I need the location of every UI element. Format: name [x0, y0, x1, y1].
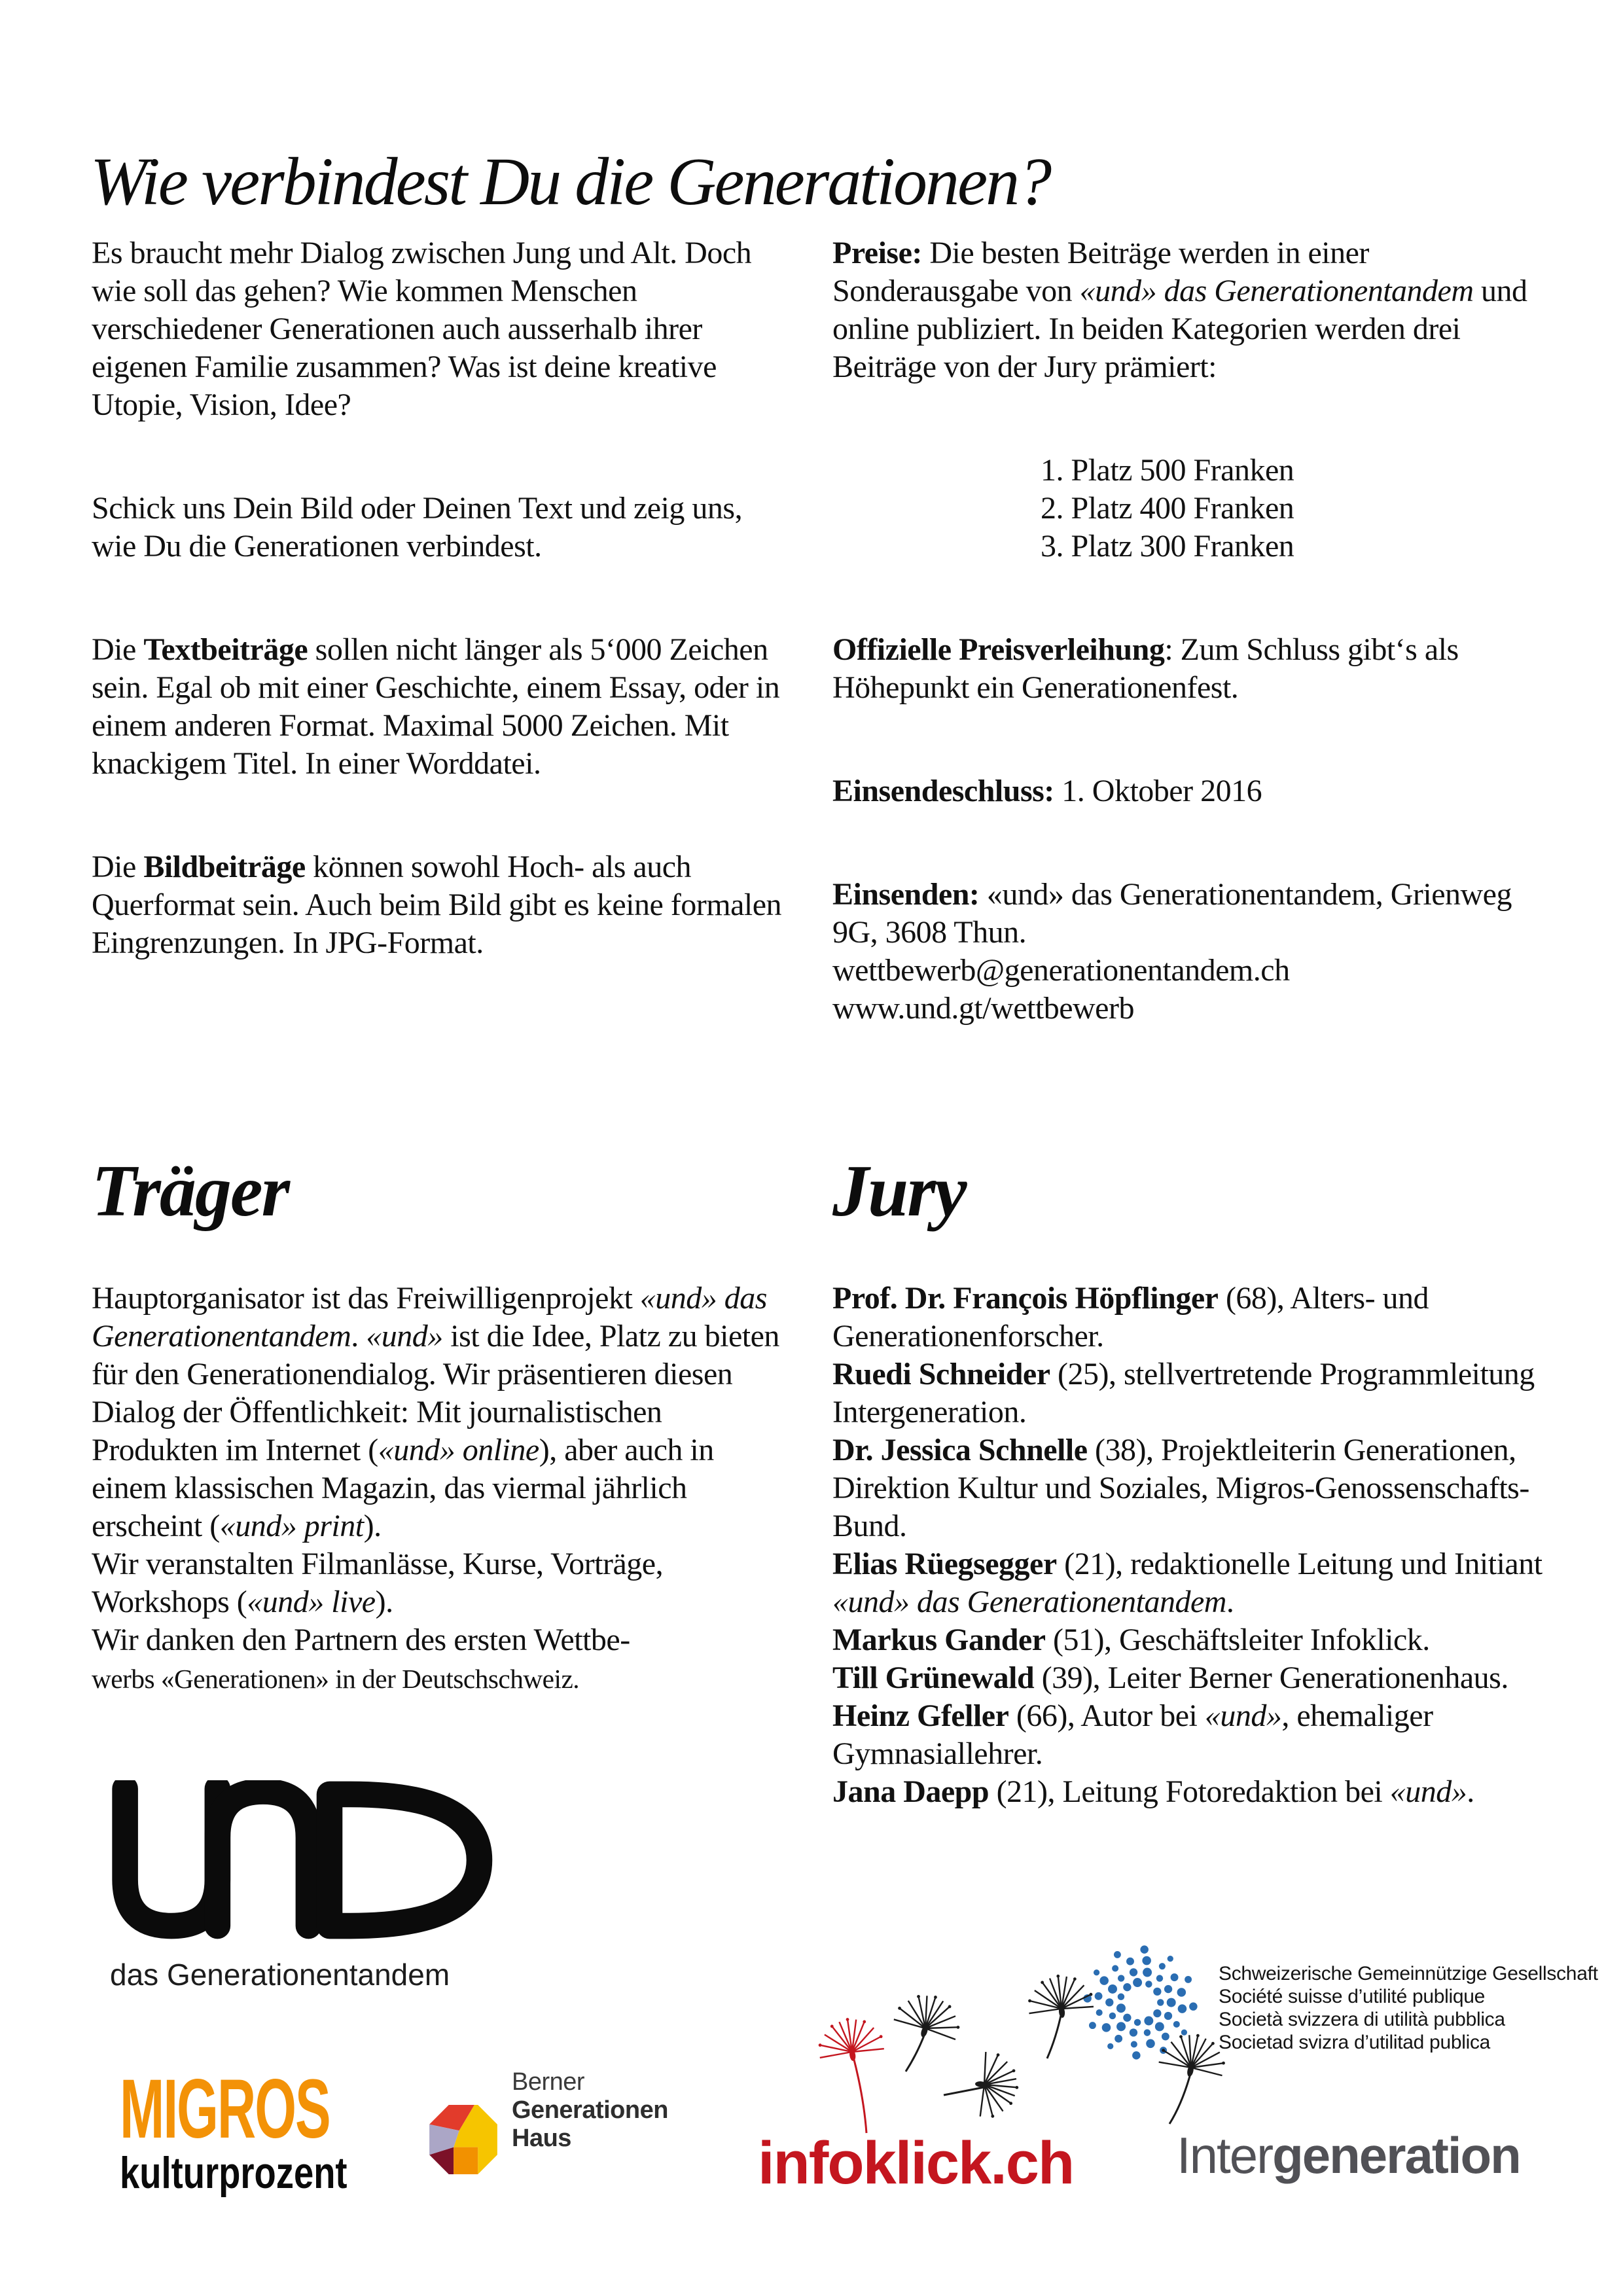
section-jury [832, 1149, 1565, 1811]
paragraph-einsendeschluss: Einsendeschluss: 1. Oktober 2016 [832, 774, 1262, 808]
jury-entry: Dr. Jessica Schnelle (38), Projektleiterin Generationen, Direktion Kultur und Soziales, Migros-Genossenschafts-Bund. [832, 1433, 1529, 1543]
bgh-line-generationen: Generationen [512, 2096, 668, 2124]
migros-wordmark: MIGROS [120, 2062, 330, 2156]
jury-entry: Elias Rüegsegger (21), redaktionelle Leitung und Initiant «und» das Generationentandem. [832, 1547, 1543, 1619]
paragraph-dialog: Es braucht mehr Dialog zwischen Jung und Alt. Doch wie soll das gehen? Wie kommen Menschen verschiedener Generationen auch ausserhalb ihrer eigenen Familie zusammen? Was ist deine kreative Utopie, Vision, Idee? [92, 236, 752, 422]
traeger-body: Hauptorganisator ist das Freiwilligenprojekt «und» das Generationentandem. «und» ist die Idee, Platz zu bieten für den Generationendialog. Wir präsentieren diesen Dialog der Öffentlichkeit: Mit journalistischen Produkten im Internet («und» online), aber auch in einem klassischen Magazin, das viermal jährlich erscheint («und» print). Wir veranstalten Filmanlässe, Kurse, Vorträge, Workshops («und» live). Wir danken den Partnern des ersten Wettbe- werbs «Generationen» in der Deutschschweiz. [92, 1281, 779, 1694]
traeger-heading: Träger [92, 1151, 289, 1232]
jury-entry: Ruedi Schneider (25), stellvertretende Programmleitung Intergeneration. [832, 1357, 1535, 1429]
page-title: Wie verbindest Du die Generationen? [90, 143, 1050, 219]
prize-3: 3. Platz 300 Franken [1041, 529, 1294, 564]
jury-heading: Jury [832, 1151, 966, 1232]
bgh-line-berner: Berner [512, 2068, 585, 2096]
paragraph-einsenden: Einsenden: «und» das Generationentandem, Grienweg 9G, 3608 Thun. wettbewerb@generationentandem.ch www.und.gt/wettbewerb [832, 877, 1512, 1026]
migros-logo [120, 2062, 448, 2198]
prize-1: 1. Platz 500 Franken [1041, 453, 1294, 488]
jury-entry: Prof. Dr. François Höpflinger (68), Alters- und Generationenforscher. [832, 1281, 1429, 1354]
paragraph-schick: Schick uns Dein Bild oder Deinen Text und zeig uns, wie Du die Generationen verbindest. [92, 491, 743, 564]
jury-entry: Till Grünewald (39), Leiter Berner Generationenhaus. [832, 1660, 1508, 1695]
prize-list [1041, 452, 1549, 565]
jury-entry: Heinz Gfeller (66), Autor bei «und», ehemaliger Gymnasiallehrer. [832, 1698, 1433, 1771]
infoklick-wordmark: infoklick.ch [758, 2130, 1074, 2197]
dandelion-seeds-icon [753, 1973, 1276, 2137]
prize-2: 2. Platz 400 Franken [1041, 491, 1294, 526]
paragraph-bildbeitraege: Die Bildbeiträge können sowohl Hoch- als auch Querformat sein. Auch beim Bild gibt es keine formalen Eingrenzungen. In JPG-Format. [92, 850, 782, 960]
paragraph-textbeitraege: Die Textbeiträge sollen nicht länger als 5‘000 Zeichen sein. Egal ob mit einer Geschichte, einem Essay, oder in einem anderen Format. Maximal 5000 Zeichen. Mit knackigem Titel. In einer Worddatei. [92, 632, 780, 781]
section-traeger [92, 1149, 789, 1698]
und-logo-label: das Generationentandem [110, 1958, 450, 1992]
intergeneration-bold: generation [1272, 2126, 1520, 2184]
und-logo-icon [108, 1780, 501, 1941]
bgh-line-haus: Haus [512, 2125, 571, 2152]
intergeneration-prefix: Inter [1177, 2126, 1273, 2184]
sgg-line-it: Società svizzera di utilità pubblica [1219, 2009, 1505, 2030]
infoklick-logo [753, 1973, 1276, 2235]
sgg-line-rm: Societad svizra d’utilitad publica [1219, 2032, 1491, 2053]
sgg-line-de: Schweizerische Gemeinnützige Gesellschaft [1219, 1963, 1598, 1984]
jury-entry: Markus Gander (51), Geschäftsleiter Infoklick. [832, 1623, 1430, 1657]
sgg-line-fr: Société suisse d’utilité publique [1219, 1986, 1486, 2007]
jury-entry: Jana Daepp (21), Leitung Fotoredaktion bei «und». [832, 1774, 1474, 1809]
berner-generationenhaus-label [512, 2068, 668, 2153]
paragraph-preisverleihung: Offizielle Preisverleihung: Zum Schluss gibt‘s als Höhepunkt ein Generationenfest. [832, 632, 1459, 705]
intro-right-column [832, 234, 1549, 1093]
berner-generationenhaus-icon [429, 2104, 498, 2175]
migros-kulturprozent-label: kulturprozent [120, 2148, 348, 2198]
intergeneration-logo [1177, 2126, 1520, 2185]
paragraph-preise: Preise: Die besten Beiträge werden in einer Sonderausgabe von «und» das Generationentandem und online publiziert. In beiden Kategorien werden drei Beiträge von der Jury prämiert: [832, 236, 1527, 384]
intro-left-column [92, 234, 789, 1028]
